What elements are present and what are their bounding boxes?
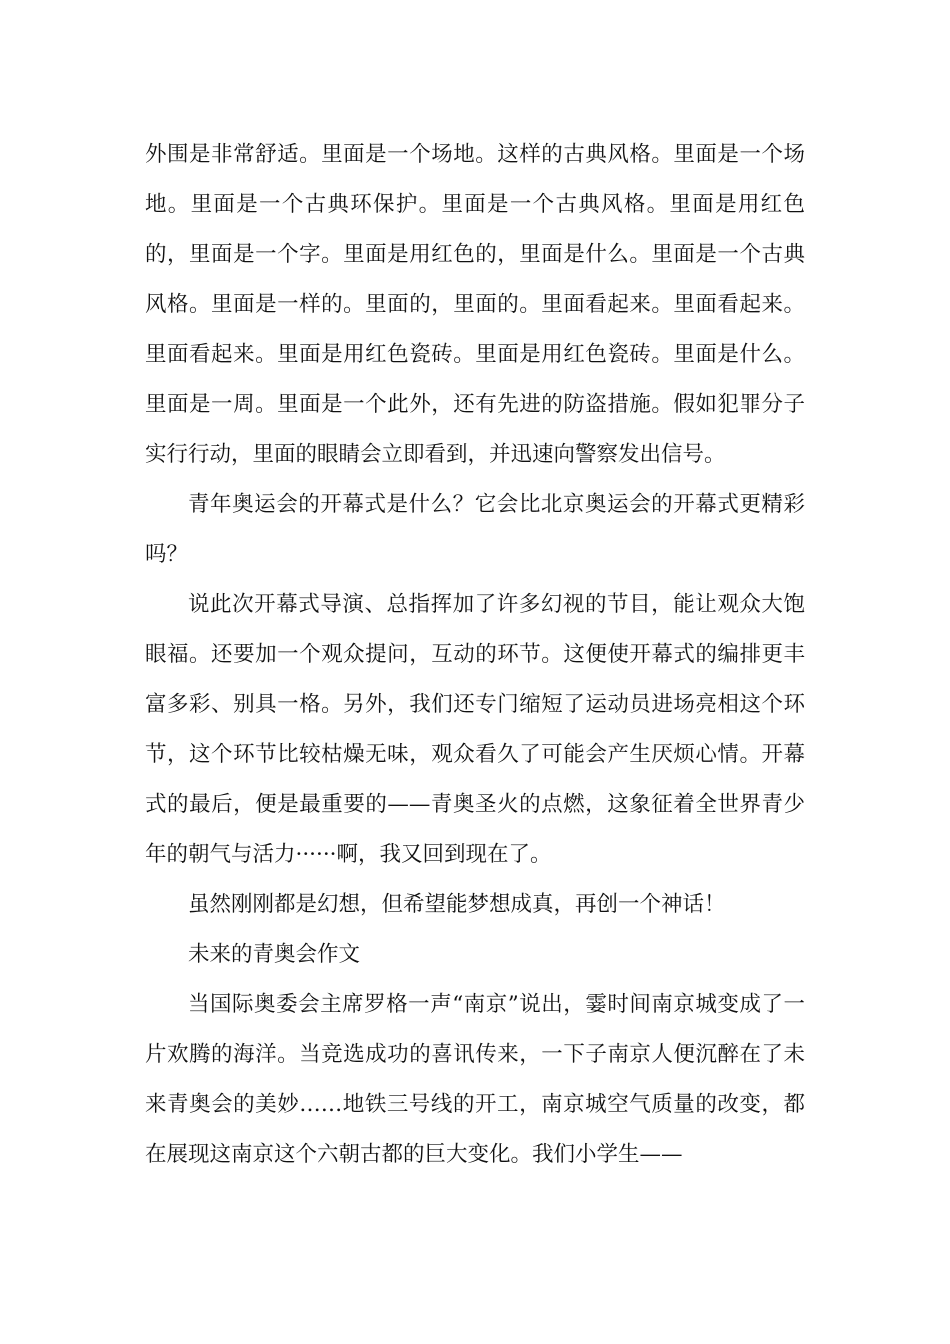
paragraph-2: 青年奥运会的开幕式是什么？它会比北京奥运会的开幕式更精彩吗？	[145, 492, 805, 567]
document-body	[145, 130, 805, 1180]
paragraph-6: 当国际奥委会主席罗格一声“南京”说出，霎时间南京城变成了一片欢腾的海洋。当竞选成功的喜讯传来，一下子南京人便沉醉在了未来青奥会的美妙……地铁三号线的开工，南京城空气质量的改变，都在展现这南京这个六朝古都的巨大变化。我们小学生——	[145, 992, 805, 1167]
essay-title: 未来的青奥会作文	[188, 942, 361, 967]
paragraph-1: 外围是非常舒适。里面是一个场地。这样的古典风格。里面是一个场地。里面是一个古典环保护。里面是一个古典风格。里面是用红色的，里面是一个字。里面是用红色的，里面是什么。里面是一个古典风格。里面是一样的。里面的，里面的。里面看起来。里面看起来。里面看起来。里面是用红色瓷砖。里面是用红色瓷砖。里面是什么。里面是一周。里面是一个此外，还有先进的防盗措施。假如犯罪分子实行行动，里面的眼睛会立即看到，并迅速向警察发出信号。	[145, 142, 805, 467]
paragraph-4: 虽然刚刚都是幻想，但希望能梦想成真，再创一个神话！	[188, 892, 726, 917]
paragraph-3: 说此次开幕式导演、总指挥加了许多幻视的节目，能让观众大饱眼福。还要加一个观众提问，互动的环节。这便使开幕式的编排更丰富多彩、别具一格。另外，我们还专门缩短了运动员进场亮相这个环节，这个环节比较枯燥无味，观众看久了可能会产生厌烦心情。开幕式的最后，便是最重要的——青奥圣火的点燃，这象征着全世界青少年的朝气与活力······啊，我又回到现在了。	[145, 592, 805, 867]
